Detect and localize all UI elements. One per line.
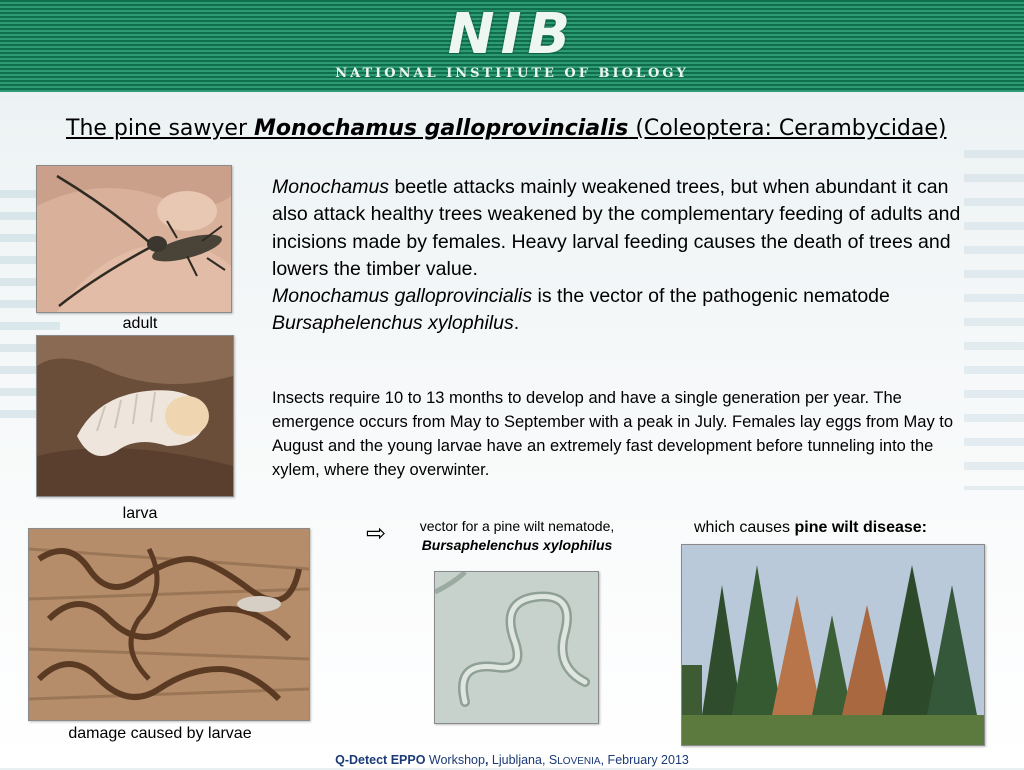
pine-wilt-trees-photo [681, 544, 985, 746]
title-prefix: The pine sawyer [66, 116, 254, 141]
nematode-photo [434, 571, 599, 724]
larva-photo [36, 335, 234, 497]
larval-damage-photo [28, 528, 310, 721]
title-species: Monochamus galloprovincialis [254, 116, 629, 141]
right-arrow-icon: ⇨ [366, 519, 387, 547]
vector-note-line2: Bursaphelenchus xylophilus [421, 537, 613, 553]
vector-note-line1: vector for a pine wilt nematode, [419, 518, 615, 534]
description-text-1: beetle attacks mainly weakened trees, but when abundant it can also attack healthy trees weakened by the complementary feeding of adults and incisions made by females. Heavy larval feeding causes the death of trees and lowers the timber value. [272, 176, 961, 280]
genus-name: Monochamus [272, 176, 390, 198]
description-paragraph [272, 174, 982, 338]
adult-beetle-photo [36, 165, 232, 313]
pine-wilt-disease-label: pine wilt disease: [794, 519, 927, 536]
footer-workshop: Workshop [425, 753, 485, 767]
description-end: . [513, 312, 520, 335]
pine-wilt-note [694, 518, 994, 538]
slide-title [66, 114, 986, 144]
footer-date: , February 2013 [600, 753, 689, 767]
caption-larva: larva [122, 505, 158, 522]
nib-logo: NIB [447, 2, 577, 67]
footer-location: Ljubljana, S [488, 753, 558, 767]
description-text-2: is the vector of the pathogenic nematode [532, 285, 890, 308]
vector-note-text [392, 517, 642, 555]
header-banner [0, 0, 1024, 92]
caption-adult: adult [122, 315, 158, 332]
caption-damage: damage caused by larvae [68, 725, 252, 742]
nematode-name: Bursaphelenchus xylophilus [272, 312, 514, 335]
footer-event: Q-Detect EPPO [335, 753, 426, 767]
title-suffix: (Coleoptera: Cerambycidae) [628, 116, 947, 141]
life-cycle-paragraph: Insects require 10 to 13 months to develop and have a single generation per year. The emergence occurs from May to September with a peak in July. Females lay eggs from May to August and the young larvae have an extremely fast development before tunneling into the xylem, where they overwinter. [272, 389, 954, 479]
footer [0, 752, 1024, 770]
footer-comma: , [484, 753, 489, 767]
footer-country-smallcaps: LOVENIA [557, 756, 601, 767]
pine-wilt-prefix: which causes [694, 519, 795, 536]
vector-note [362, 515, 642, 559]
institute-name: NATIONAL INSTITUTE OF BIOLOGY [335, 66, 689, 81]
species-name: Monochamus galloprovincialis [272, 285, 533, 308]
